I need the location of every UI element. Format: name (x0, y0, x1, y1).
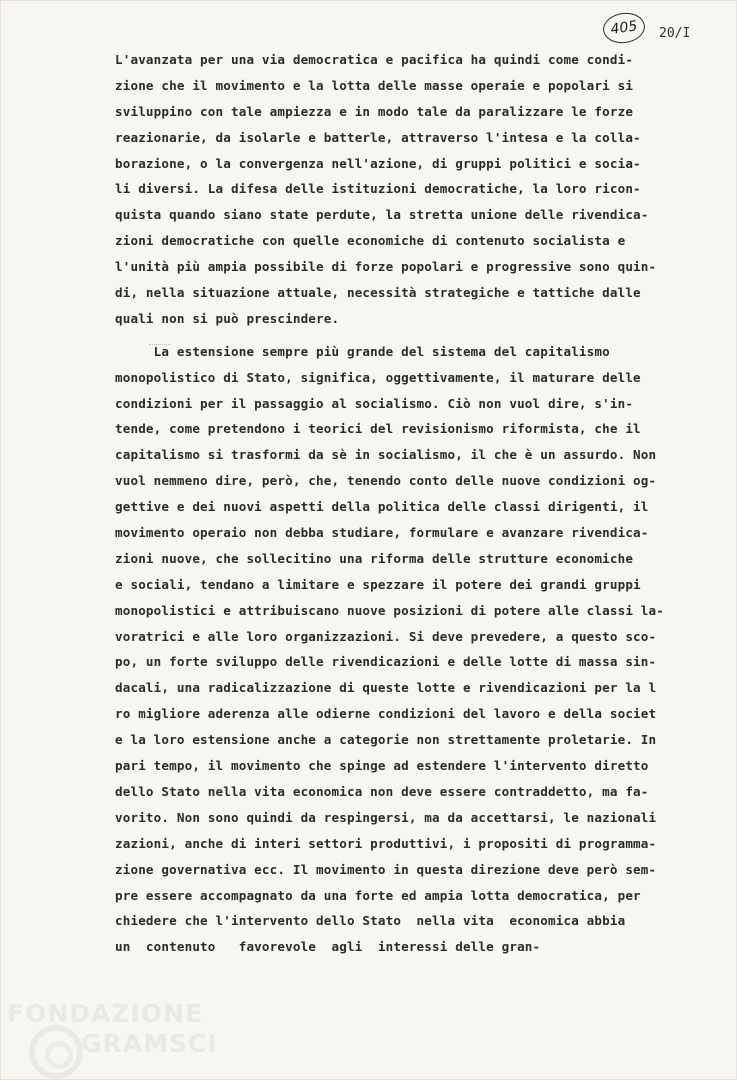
text-line: dacali, una radicalizzazione di queste lotte e rivendicazioni per la l (115, 680, 657, 696)
watermark-line-1: FONDAZIONE (7, 999, 204, 1028)
archive-number-stamp: 405 (601, 10, 647, 46)
text-line: L'avanzata per una via democratica e pacifica ha quindi come condi- (115, 52, 634, 67)
text-line: zioni nuove, che sollecitino una riforma delle strutture economiche (115, 550, 634, 566)
text-line: e la loro estensione anche a categorie non strettamente proletarie. In (115, 732, 657, 748)
text-line: po, un forte sviluppo delle rivendicazioni e delle lotte di massa sin- (115, 654, 657, 670)
watermark-logo-inner-icon (45, 1041, 73, 1069)
text-line: monopolistico di Stato, significa, oggettivamente, il maturare delle (115, 369, 641, 385)
text-line: tende, come pretendono i teorici del revisionismo riformista, che il (115, 421, 641, 437)
folio-header (603, 13, 690, 43)
watermark-line-2: GRAMSCI (81, 1029, 218, 1058)
paragraph (115, 47, 725, 332)
text-line: un contenuto favorevole agli interessi delle gran- (115, 939, 541, 955)
text-line: pre essere accompagnato da una forte ed ampia lotta democratica, per (115, 887, 641, 903)
text-line: La estensione sempre più grande del sistema del capitalismo (115, 343, 610, 359)
text-line: condizioni per il passaggio al socialismo. Ciò non vuol dire, s'in- (115, 395, 634, 411)
text-line: gettive e dei nuovi aspetti della politica delle classi dirigenti, il (115, 499, 649, 515)
text-line: reazionarie, da isolarle e batterle, attraverso l'intesa e la colla- (115, 129, 641, 145)
text-line: vuol nemmeno dire, però, che, tenendo conto delle nuove condizioni og- (115, 473, 657, 489)
text-line: ro migliore aderenza alle odierne condizioni del lavoro e della societ (115, 706, 657, 722)
text-line: zazioni, anche di interi settori produttivi, i propositi di programma- (115, 835, 657, 851)
paragraph (115, 339, 725, 960)
text-line: voratrici e alle loro organizzazioni. Si deve prevedere, a questo sco- (115, 628, 657, 644)
text-line: chiedere che l'intervento dello Stato nella vita economica abbia (115, 913, 626, 929)
text-line: capitalismo si trasformi da sè in socialismo, il che è un assurdo. Non (115, 447, 657, 463)
text-line: movimento operaio non debba studiare, formulare e avanzare rivendica- (115, 525, 649, 541)
text-line: pari tempo, il movimento che spinge ad estendere l'intervento diretto (115, 758, 649, 774)
text-line: vorito. Non sono quindi da respingersi, ma da accettarsi, le nazionali (115, 809, 657, 825)
text-line: borazione, o la convergenza nell'azione, di gruppi politici e socia- (115, 155, 641, 171)
text-line: li diversi. La difesa delle istituzioni democratiche, la loro ricon- (115, 181, 641, 197)
text-line: zione governativa ecc. Il movimento in questa direzione deve però sem- (115, 861, 657, 877)
text-line: di, nella situazione attuale, necessità strategiche e tattiche dalle (115, 285, 641, 301)
text-line: l'unità più ampia possibile di forze popolari e progressive sono quin- (115, 259, 657, 275)
document-body (115, 47, 725, 960)
text-line: zione che il movimento e la lotta delle masse operaie e popolari si (115, 77, 634, 93)
paragraph-gap (115, 332, 725, 339)
text-line: zioni democratiche con quelle economiche di contenuto socialista e (115, 233, 626, 249)
text-line: dello Stato nella vita economica non deve essere contraddetto, ma fa- (115, 783, 649, 799)
text-line: sviluppino con tale ampiezza e in modo tale da paralizzare le forze (115, 103, 634, 119)
text-line: e sociali, tendano a limitare e spezzare il potere dei grandi gruppi (115, 576, 641, 592)
text-line: quista quando siano state perdute, la stretta unione delle rivendica- (115, 207, 649, 223)
archive-watermark (1, 991, 218, 1080)
page-number: 20/I (659, 25, 691, 41)
text-line: quali non si può prescindere. (115, 310, 340, 326)
text-line: monopolistici e attribuiscano nuove posizioni di potere alle classi la- (115, 602, 664, 618)
